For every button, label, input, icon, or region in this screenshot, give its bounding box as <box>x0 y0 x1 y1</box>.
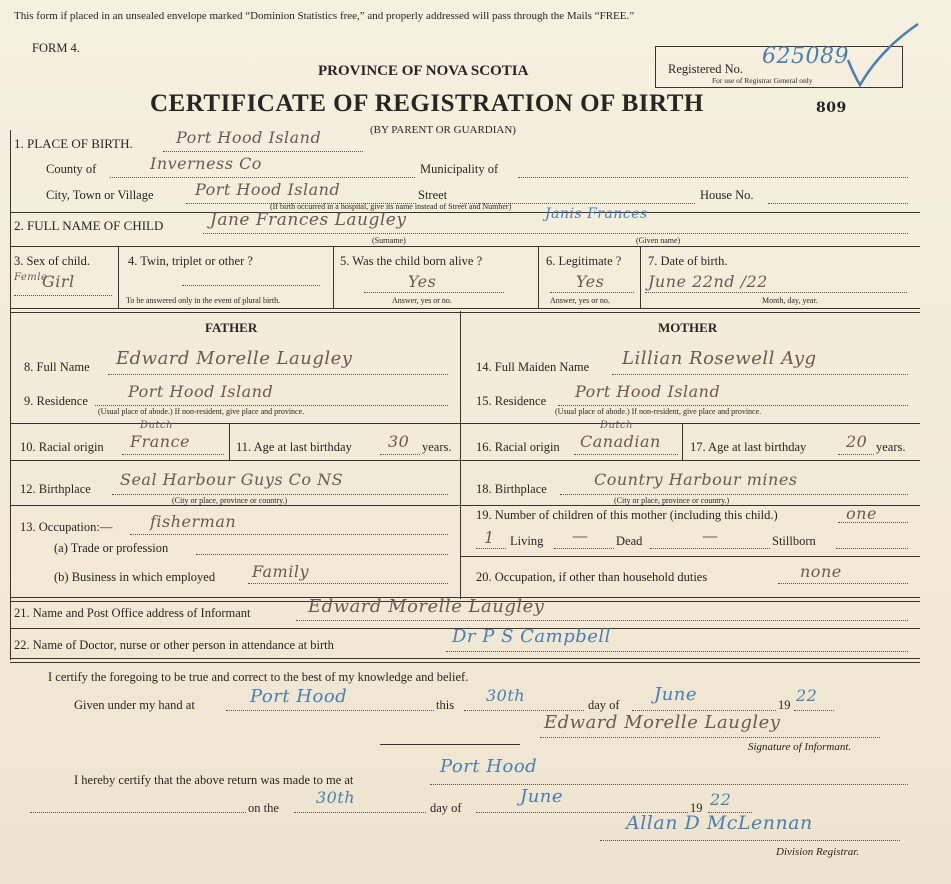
informant-signature: Edward Morelle Laugley <box>544 712 781 733</box>
certify-statement: I certify the foregoing to be true and correct to the best of my knowledge and belief. <box>48 670 469 684</box>
row3-sep-1 <box>118 246 119 308</box>
mother-birthplace-line <box>560 494 908 495</box>
certify-day-value: 30th <box>486 686 526 705</box>
living-value: 1 <box>484 528 495 547</box>
father-age-line <box>380 454 420 455</box>
child-name-line <box>203 233 908 234</box>
mother-birthplace-label: 18. Birthplace <box>476 482 547 496</box>
sex-value: Girl <box>42 272 75 291</box>
hospital-note: (If birth occurred in a hospital, give its name instead of Street and Number) <box>270 202 512 211</box>
sex-line <box>14 295 112 296</box>
registrar-signature-line <box>600 840 900 841</box>
divider-1 <box>10 212 920 213</box>
given-place-line <box>226 710 434 711</box>
mother-racial-label: 16. Racial origin <box>476 440 560 454</box>
father-birthplace-label: 12. Birthplace <box>20 482 91 496</box>
blue-check-mark <box>840 20 920 90</box>
certify-year-prefix: 19 <box>778 698 791 712</box>
legitimate-note: Answer, yes or no. <box>550 296 610 305</box>
county-value: Inverness Co <box>150 154 262 173</box>
father-occupation-value: fisherman <box>150 512 237 531</box>
mother-racial-over: Dutch <box>600 420 634 431</box>
alive-line <box>364 292 504 293</box>
certify-day-of-label: day of <box>588 698 620 712</box>
informant-label: 21. Name and Post Office address of Informant <box>14 606 251 620</box>
father-residence-line <box>95 405 448 406</box>
certificate-subtitle: (BY PARENT OR GUARDIAN) <box>370 124 516 136</box>
form-number: FORM 4. <box>32 41 80 55</box>
father-racial-line <box>122 454 224 455</box>
mother-name-value: Lillian Rosewell Ayg <box>622 348 817 369</box>
trade-line <box>196 554 448 555</box>
divider-2 <box>10 246 920 247</box>
alive-value: Yes <box>408 272 437 291</box>
father-birthplace-note: (City or place, province or country.) <box>172 496 288 505</box>
mother-heading: MOTHER <box>658 320 718 335</box>
date-of-birth-label: 7. Date of birth. <box>648 254 728 268</box>
legitimate-value: Yes <box>576 272 605 291</box>
given-under-hand-label: Given under my hand at <box>74 698 195 712</box>
legitimate-line <box>550 292 634 293</box>
divider-10 <box>10 658 920 663</box>
business-value: Family <box>252 562 309 581</box>
province-heading: PROVINCE OF NOVA SCOTIA <box>318 63 529 79</box>
certify-year-value: 22 <box>796 686 818 705</box>
divider-5 <box>10 460 920 461</box>
father-years-label: years. <box>422 440 452 454</box>
doctor-line <box>446 651 908 652</box>
father-racial-over: Dutch <box>140 420 174 431</box>
divider-6 <box>10 505 920 506</box>
divider-3 <box>10 308 920 313</box>
father-name-line <box>108 374 448 375</box>
mother-residence-value: Port Hood Island <box>575 382 721 401</box>
registrar-year-value: 22 <box>710 790 732 809</box>
dead-value: — <box>572 526 589 545</box>
county-label: County of <box>46 162 97 176</box>
father-residence-value: Port Hood Island <box>128 382 274 401</box>
children-count-label: 19. Number of children of this mother (including this child.) <box>476 508 778 522</box>
registrar-signature-caption: Division Registrar. <box>776 846 860 858</box>
mother-residence-line <box>558 405 908 406</box>
mother-occupation-label: 20. Occupation, if other than household duties <box>476 570 708 584</box>
on-the-label: on the <box>248 801 279 815</box>
doctor-value: Dr P S Campbell <box>452 626 611 647</box>
certify-month-line <box>632 710 776 711</box>
stillborn-value: — <box>702 526 719 545</box>
father-residence-label: 9. Residence <box>24 394 88 408</box>
informant-value: Edward Morelle Laugley <box>308 596 545 617</box>
child-given-name-value: Janis Frances <box>545 206 648 222</box>
child-name-label: 2. FULL NAME OF CHILD <box>14 218 164 233</box>
trade-label: (a) Trade or profession <box>54 541 169 555</box>
mother-racial-value: Canadian <box>580 432 661 451</box>
registrar-month-value: June <box>520 786 564 807</box>
registered-number: 625089 <box>762 44 849 69</box>
registrar-year-prefix: 19 <box>690 801 703 815</box>
mother-residence-note: (Usual place of abode.) If non-resident, give place and province. <box>555 407 762 416</box>
father-racial-sep <box>229 424 230 460</box>
children-count-line <box>838 522 908 523</box>
registrar-only-note: For use of Registrar General only <box>712 76 813 85</box>
registrar-day-of-label: day of <box>430 801 462 815</box>
informant-signature-caption: Signature of Informant. <box>748 741 852 753</box>
mother-occupation-line <box>778 583 908 584</box>
sex-label: 3. Sex of child. <box>14 254 91 268</box>
alive-label: 5. Was the child born alive ? <box>340 254 483 268</box>
mail-notice: This form if placed in an unsealed envelope marked “Dominion Statistics free,” and properly addressed will pass through the Mails “FREE.” <box>14 10 635 22</box>
registered-label: Registered No. <box>668 62 743 76</box>
place-of-birth-value: Port Hood Island <box>176 128 322 147</box>
father-age-value: 30 <box>388 432 410 451</box>
dead-prefix-line <box>554 548 614 549</box>
informant-line <box>296 620 908 621</box>
this-label: this <box>436 698 455 712</box>
father-residence-note: (Usual place of abode.) If non-resident, give place and province. <box>98 407 305 416</box>
living-label: Living <box>510 534 544 548</box>
registrar-day-value: 30th <box>316 788 356 807</box>
registrar-place-value: Port Hood <box>440 756 538 777</box>
municipality-line <box>518 177 908 178</box>
mother-racial-sep <box>682 424 683 460</box>
father-birthplace-value: Seal Harbour Guys Co NS <box>120 470 344 489</box>
city-label: City, Town or Village <box>46 188 154 202</box>
registrar-statement: I hereby certify that the above return was made to me at <box>74 773 354 787</box>
county-line <box>110 177 415 178</box>
registrar-leading-line <box>30 812 246 813</box>
certify-year-line <box>794 710 834 711</box>
registrar-day-line <box>294 812 426 813</box>
informant-signature-line <box>540 737 880 738</box>
date-of-birth-line <box>645 292 907 293</box>
certify-month-value: June <box>654 684 698 705</box>
father-age-label: 11. Age at last birthday <box>236 440 352 454</box>
street-label: Street <box>418 188 448 202</box>
mother-birthplace-note: (City or place, province or country.) <box>614 496 730 505</box>
date-of-birth-note: Month, day, year. <box>762 296 818 305</box>
legitimate-label: 6. Legitimate ? <box>546 254 622 268</box>
stillborn-label: Stillborn <box>772 534 816 548</box>
mother-occupation-value: none <box>800 562 842 581</box>
father-heading: FATHER <box>205 320 258 335</box>
house-line <box>768 203 908 204</box>
certificate-title: CERTIFICATE OF REGISTRATION OF BIRTH <box>150 90 704 117</box>
child-name-value: Jane Frances Laugley <box>210 210 407 230</box>
children-count-value: one <box>846 504 877 523</box>
mother-residence-label: 15. Residence <box>476 394 547 408</box>
father-racial-label: 10. Racial origin <box>20 440 104 454</box>
city-value: Port Hood Island <box>195 180 341 199</box>
row3-sep-4 <box>640 246 641 308</box>
mother-racial-line <box>574 454 678 455</box>
mother-age-line <box>838 454 874 455</box>
business-line <box>248 583 448 584</box>
left-border <box>10 130 11 660</box>
stillborn-prefix-line <box>650 548 770 549</box>
alive-note: Answer, yes or no. <box>392 296 452 305</box>
house-label: House No. <box>700 188 754 202</box>
father-occupation-label: 13. Occupation:— <box>20 520 113 534</box>
row3-sep-3 <box>538 246 539 308</box>
father-name-label: 8. Full Name <box>24 360 90 374</box>
mother-age-value: 20 <box>846 432 868 451</box>
stillborn-line <box>836 548 908 549</box>
date-of-birth-value: June 22nd /22 <box>648 272 768 291</box>
registrar-signature: Allan D McLennan <box>626 812 813 834</box>
twin-note: To be answered only in the event of plural birth. <box>126 296 281 305</box>
center-short-rule <box>380 744 520 745</box>
municipality-label: Municipality of <box>420 162 499 176</box>
business-label: (b) Business in which employed <box>54 570 216 584</box>
given-place-value: Port Hood <box>250 686 348 707</box>
father-racial-value: France <box>130 432 191 451</box>
father-occupation-line <box>130 534 448 535</box>
sex-prefix: Femle <box>14 272 48 283</box>
dead-label: Dead <box>616 534 643 548</box>
registrar-place-line <box>430 784 908 785</box>
mother-years-label: years. <box>876 440 906 454</box>
surname-caption: (Surname) <box>372 236 406 245</box>
twin-line <box>182 285 320 286</box>
living-line <box>476 548 506 549</box>
mother-age-label: 17. Age at last birthday <box>690 440 807 454</box>
father-birthplace-line <box>112 494 448 495</box>
certify-day-line <box>464 710 584 711</box>
corner-mark: 809 <box>816 100 847 116</box>
mother-birthplace-value: Country Harbour mines <box>594 470 798 489</box>
father-name-value: Edward Morelle Laugley <box>116 348 353 369</box>
row3-sep-2 <box>333 246 334 308</box>
place-of-birth-line <box>163 151 363 152</box>
divider-7 <box>461 556 920 557</box>
given-name-caption: (Given name) <box>636 236 681 245</box>
twin-label: 4. Twin, triplet or other ? <box>128 254 253 268</box>
mother-name-label: 14. Full Maiden Name <box>476 360 590 374</box>
doctor-label: 22. Name of Doctor, nurse or other person in attendance at birth <box>14 638 334 652</box>
mother-name-line <box>612 374 908 375</box>
place-of-birth-label: 1. PLACE OF BIRTH. <box>14 136 133 151</box>
